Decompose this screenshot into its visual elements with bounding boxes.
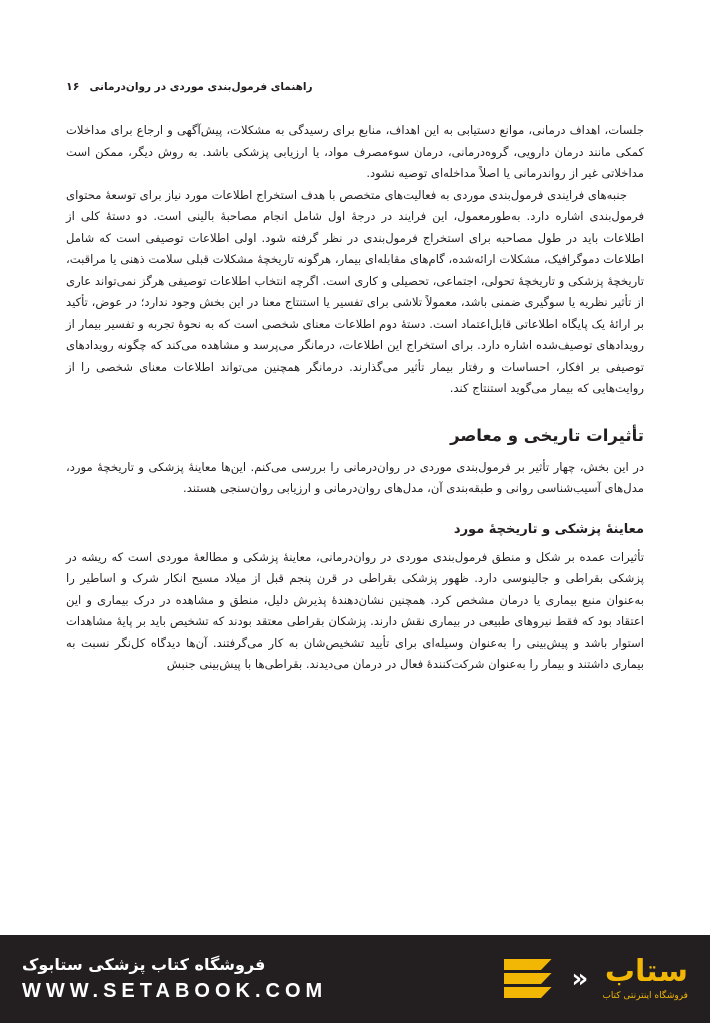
logo-bar-bottom	[504, 987, 552, 998]
logo-bar-middle	[504, 973, 552, 984]
body-paragraph-2: جنبه‌های فرایندی فرمول‌بندی موردی به فعالیت‌های متخصص با هدف استخراج اطلاعات مورد نیاز برای توسعهٔ محتوای فرمول‌بندی اشاره دارد. به‌طورمعمول، این فرایند در درجهٔ اول شامل انجام مصاحبهٔ بالینی است. دو دستهٔ کلی از اطلاعات باید در طول مصاحبه برای استخراج فرمول‌بندی در نظر گرفته شود. اولی اطلاعات توصیفی است که شامل اطلاعات دموگرافیک، مشکلات ارائه‌شده، گام‌های مقابله‌ای بیمار، هرگونه تاریخچهٔ مشکلات قبلی سلامت ذهنی یا مراقبت، تاریخچهٔ پزشکی و تاریخچهٔ تحولی، اجتماعی، تحصیلی و کاری است. اگرچه انتخاب اطلاعات توصیفی هرگز نمی‌تواند عاری از تأثیر نظریه یا سوگیری ضمنی باشد، معمولاً تلاشی برای تفسیر یا استنتاج معنا در این بخش وجود ندارد؛ در عوض، تأکید بر ارائهٔ یک پایگاه اطلاعاتی قابل‌اعتماد است. دستهٔ دوم اطلاعات معنای شخصی است که به نحوهٔ تجربه و تفسیر بیمار از رویدادهای توصیف‌شده اشاره دارد. برای استخراج این اطلاعات، درمانگر می‌پرسد و مشاهده می‌کند که چگونه رویدادهای توصیفی بر افکار، احساسات و رفتار بیمار تأثیر می‌گذارند. درمانگر همچنین می‌تواند اطلاعات معنای شخصی را از روایت‌هایی که بیمار می‌گوید استنتاج کند.	[66, 187, 644, 395]
footer-store-name: فروشگاه کتاب پزشکی ستابوک	[22, 955, 266, 974]
footer-text-block	[22, 955, 331, 1003]
brand-tagline: فروشگاه اینترنتی کتاب	[602, 991, 688, 1001]
page-content	[66, 120, 644, 676]
body-paragraph-3: در این بخش، چهار تأثیر بر فرمول‌بندی موردی در روان‌درمانی را بررسی می‌کنم. این‌ها معاینهٔ پزشکی و تاریخچهٔ مورد، مدل‌های آسیب‌شناسی روانی و طبقه‌بندی آن، مدل‌های روان‌درمانی و ارزیابی روان‌سنجی هستند.	[66, 459, 644, 495]
footer-logo-block	[500, 953, 688, 1005]
subsection-heading: معاینهٔ پزشکی و تاریخچهٔ مورد	[453, 521, 644, 537]
logo-bar-top	[504, 959, 552, 970]
brand-lockup	[602, 954, 688, 1001]
running-title: راهنمای فرمول‌بندی موردی در روان‌درمانی	[89, 81, 313, 93]
page-number: ۱۶	[66, 80, 80, 93]
body-paragraph-4: تأثیرات عمده بر شکل و منطق فرمول‌بندی موردی در روان‌درمانی، معاینهٔ پزشکی و مطالعهٔ موردی است که ریشه در پزشکی بقراطی و جالینوسی دارد. ظهور پزشکی بقراطی در قرن پنجم قبل از میلاد مسیح انکار شرک و اساطیر را به‌عنوان منبع بیماری یا درمان مشخص کرد. همچنین نشان‌دهندهٔ پذیرش دلیل، منطق و مشاهده در درک بیماری و این اعتقاد بود که فقط نیروهای طبیعی در بیماری نقش دارند. پزشکان بقراطی معتقد بودند که تشخیص باید بر پایهٔ مشاهدات استوار باشد و پیش‌بینی را به‌عنوان وسیله‌ای برای تأیید تشخیص‌شان به کار می‌گرفتند. آن‌ها دیدگاه کل‌نگر نسبت به بیماری داشتند و بیمار را به‌عنوان شرکت‌کنندهٔ فعال در درمان می‌دیدند. بقراطی‌ها با پیش‌بینی جنبش	[66, 549, 644, 671]
footer-website-url[interactable]: WWW.SETABOOK.COM	[22, 980, 328, 1002]
section-heading: تأثیرات تاریخی و معاصر	[450, 425, 644, 445]
brand-name: ستاب	[604, 954, 688, 989]
body-paragraph-1: جلسات، اهداف درمانی، موانع دستیابی به این اهداف، منابع برای رسیدگی به مشکلات، پیش‌آگهی و ارجاع برای مداخلات کمکی مانند درمان دارویی، گروه‌درمانی، درمان سوء‌مصرف مواد، یا ارزیابی پزشکی باشد. به روش دیگر، ممکن است مداخلاتی غیر از رواندرمانی یا اصلاً مداخله‌ای توصیه نشود.	[66, 123, 644, 180]
logo-icon	[500, 953, 556, 1005]
chevron-left-icon: «	[571, 964, 589, 994]
page-header	[66, 80, 644, 93]
footer-banner	[0, 935, 710, 1023]
